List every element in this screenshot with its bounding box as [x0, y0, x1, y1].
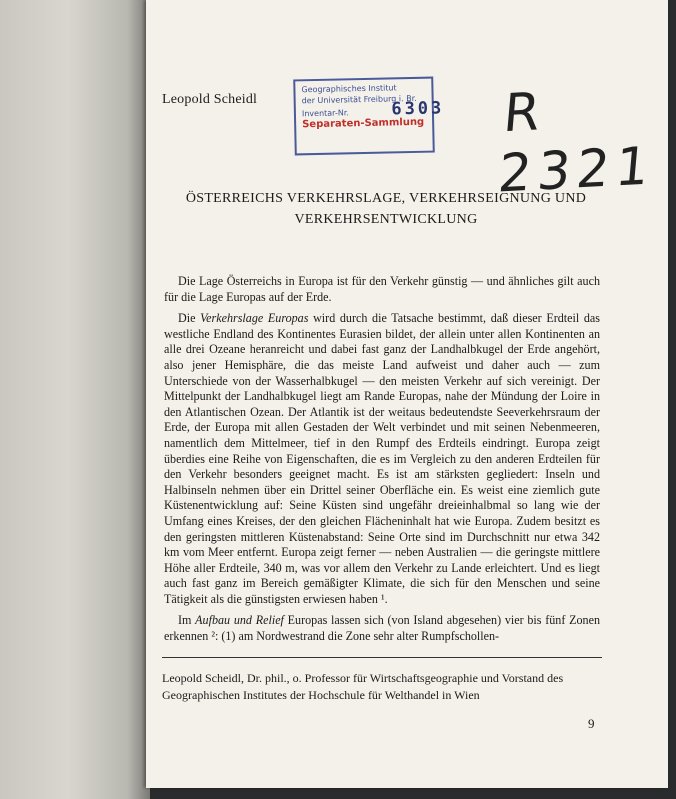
p3-prefix: Im: [178, 613, 196, 628]
p2-text: wird durch die Tatsache bestimmt, daß dieser Erdteil das westliche Endland des Kontinentes Eurasien bildet, der allein unter allen Kontinenten an alle drei Ozeane heranreicht und dabei fast ganz der Landhalbkugel der Erde angehört, also jener Hemisphäre, die das meiste Land aufweist und daher auch — zum Unterschiede von der Wasserhalbkugel — den meisten Verkehr auf sich vereinigt. Der Mittelpunkt der Landhalbkugel liegt am Rande Europas, nahe der Mündung der Loire in den Atlantischen Ozean. Der Atlantik ist der weitaus bedeutendste Seeverkehrsraum der Erde, der Europa mit allen Gestaden der Welt verbindet und mit seinen Nebenmeeren, namentlich dem Mittelmeer, tief in den Rumpf des Erdteils eindringt. Europa zeigt überdies eine Reihe von Eigenschaften, die es im Vergleich zu den anderen Erdteilen für den Verkehr besonders geeignet macht. Es ist am stärksten gegliedert: Inseln und Halbinseln nehmen über ein Drittel seiner Oberfläche ein. Es weist eine ziemlich gute Küstenentwicklung auf: Seine Küsten sind ungefähr dreieinhalbmal so lang wie der Umfang eines Kreises, der den gleichen Flächeninhalt hat wie Europa. Zudem besitzt es den geringsten mittleren Küstenabstand: Seine Orte sind im Durchschnitt nur etwa 342 km vom Meer entfernt. Europa zeigt ferner — neben Australien — die geringste mittlere Höhe aller Erdteile, 340 m, was vor allem den Verkehr zu Lande erleichtert. Und es liegt auch fast ganz im Bereich gemäßigter Klimate, die sich für den Menschen und seine Tätigkeit als die günstigsten erwiesen haben ¹.: [164, 311, 600, 606]
library-stamp: [293, 77, 445, 156]
stamp-inventory-number: 6303: [391, 98, 445, 120]
title-line-2: VERKEHRSENTWICKLUNG: [294, 212, 478, 227]
author-footnote: Leopold Scheidl, Dr. phil., o. Professor für Wirtschaftsgeographie und Vorstand des Geographischen Institutes der Hochschule für Welthandel in Wien: [162, 671, 564, 702]
paragraph-1: Die Lage Österreichs in Europa ist für den Verkehr günstig — und ähnliches gilt auch für die Lage Europas auf der Erde.: [164, 274, 600, 304]
paragraph-2: [164, 311, 600, 607]
p2-italic: Verkehrslage Europas: [200, 311, 309, 326]
paragraph-3: [164, 613, 600, 644]
p3-italic: Aufbau und Relief: [195, 613, 284, 628]
stamp-university: der Universität Freiburg i. Br.: [301, 93, 417, 106]
page-number: 9: [588, 716, 595, 731]
stamp-inventory-label: Inventar-Nr.: [301, 108, 349, 119]
footnote-divider: [162, 657, 602, 658]
p2-prefix: Die: [178, 311, 201, 326]
stamp-institute: Geographisches Institut: [301, 83, 397, 95]
article-title: [166, 188, 606, 230]
handwritten-call-number: R 2321: [495, 81, 658, 205]
adjacent-page-edge: [0, 0, 150, 799]
author-name: Leopold Scheidl: [162, 92, 258, 107]
document-page: [146, 0, 668, 788]
p3-text: Europas lassen sich (von Island abgesehen) vier bis fünf Zonen erkennen ²: (1) am Nordwestrand die Zone sehr alter Rumpfschollen-: [164, 613, 600, 644]
title-line-1: ÖSTERREICHS VERKEHRSLAGE, VERKEHRSEIGNUNG UND: [185, 191, 587, 206]
article-body: [164, 274, 600, 651]
stamp-collection: Separaten-Sammlung: [302, 116, 425, 131]
